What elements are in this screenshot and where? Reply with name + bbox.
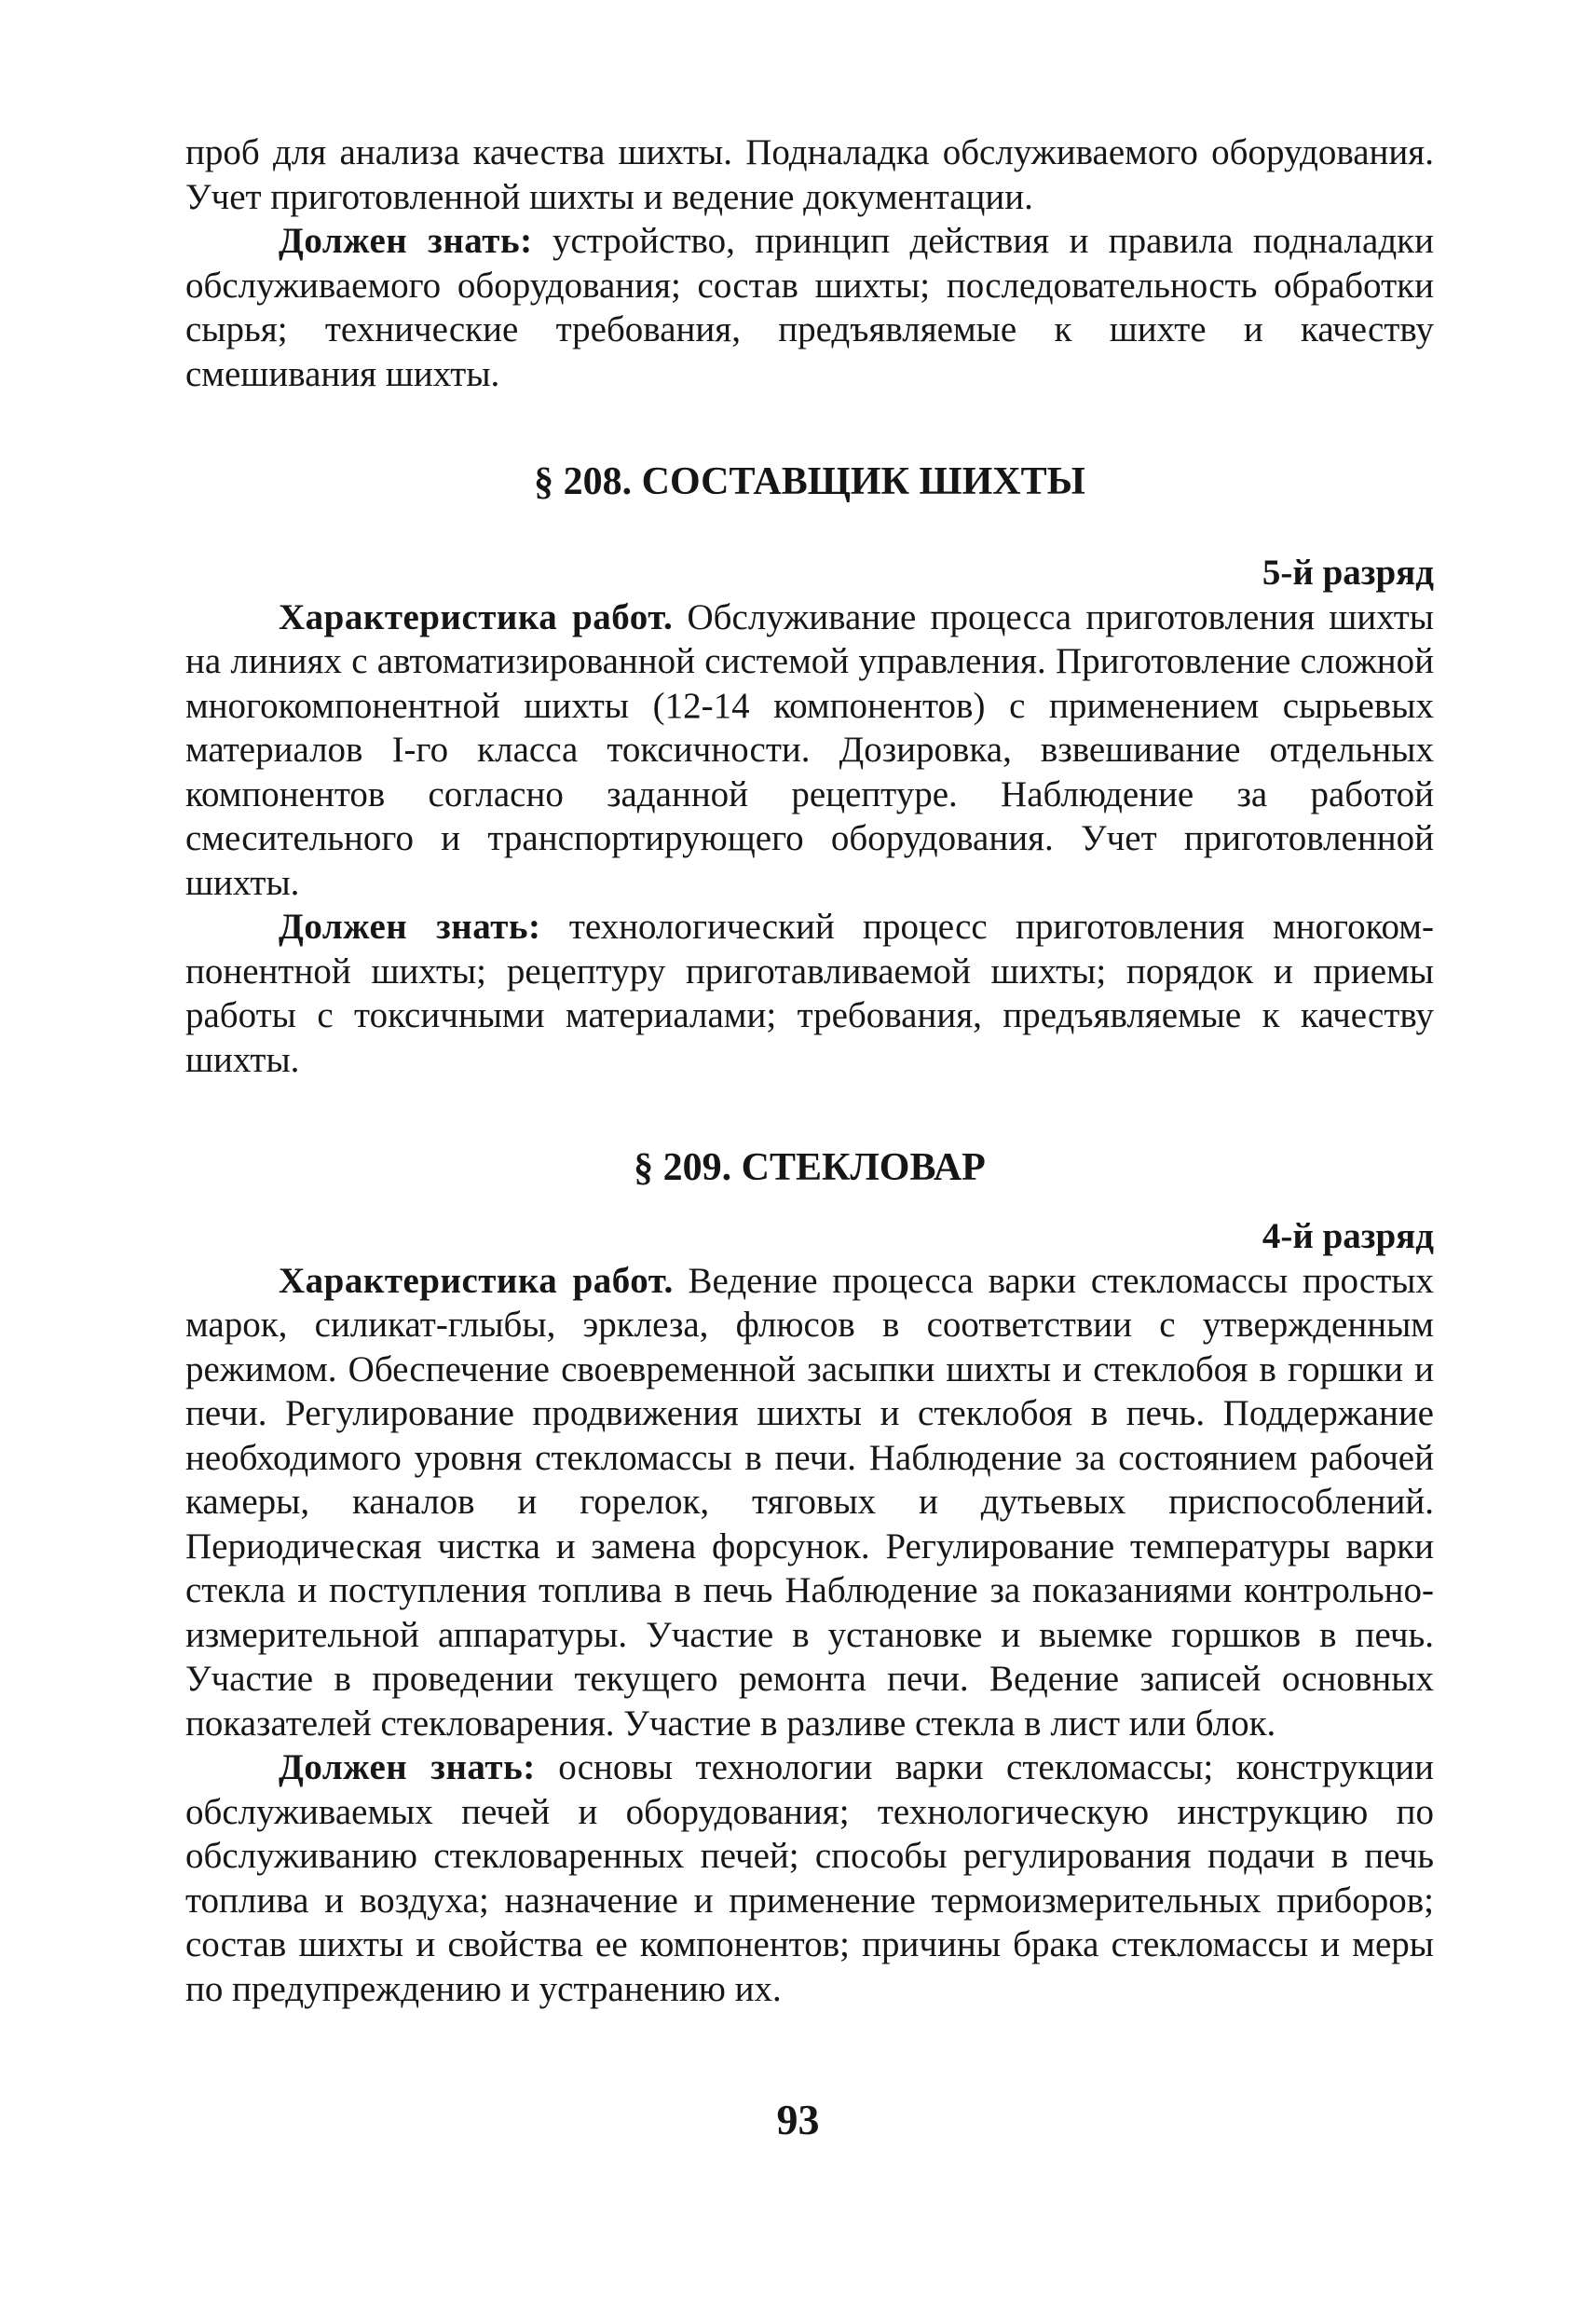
intro-paragraph: проб для анализа качества шихты. Подналадка обслуживаемого оборудования. Учет приготовленной шихты и ведение документации. bbox=[185, 132, 1434, 217]
section-208-knowledge-text: технологический процесс приготовления многокомпонентной шихты; рецептуру приготавливаемой шихты; порядок и приемы работы с токсичными материалами; требования, предъявляемые к качеству шихты. bbox=[185, 907, 1434, 1080]
section-208-characteristics-label: Характеристика работ. bbox=[279, 596, 674, 637]
section-209-heading: § 209. СТЕКЛОВАР bbox=[634, 1146, 986, 1189]
section-208-knowledge bbox=[185, 905, 1434, 1082]
page-number: 93 bbox=[776, 2096, 820, 2143]
section-209-characteristics-text: Ведение процесса варки стекломассы простых марок, силикат-глыбы, эрклеза, флюсов в соответствии с утвержденным режимом. Обеспечение своевременной засыпки шихты и стеклобоя в горшки и печи. Регулирование продвижения шихты и стеклобоя в печь. Поддержание необходимого уровня стекломассы в печи. Наблюдение за состоянием рабочей камеры, каналов и горелок, тяговых и дутьевых приспособлений. Периодическая чистка и замена форсунок. Регулирование температуры варки стекла и поступления топлива в печь Наблюдение за показаниями контрольно-измерительной аппаратуры. Участие в установке и выемке горшков в печь. Участие в проведении текущего ремонта печи. Ведение записей основных показателей стекловарения. Участие в разливе стекла в лист или блок. bbox=[185, 1260, 1434, 1744]
section-208-characteristics-text: Обслуживание процесса приготовления шихты на линиях с автоматизированной системой управления. Приготовление сложной многокомпонентной шихты (12-14 компонентов) с применением сырьевых материалов I-го класса токсичности. Дозировка, взвешивание отдельных компонентов согласно заданной рецептуре. Наблюдение за работой смесительного и транспортирующего оборудования. Учет приготовленной шихты. bbox=[185, 596, 1434, 903]
section-209-characteristics bbox=[185, 1259, 1434, 1746]
section-209-grade: 4-й разряд bbox=[1262, 1216, 1434, 1256]
intro-knowledge-text: устройство, принцип действия и правила подналадки обслуживаемого оборудования; состав шихты; последовательность обработки сырья; технические требования, предъявляемые к шихте и качеству смешивания шихты. bbox=[185, 221, 1434, 394]
document-page bbox=[185, 130, 1434, 2011]
section-209-characteristics-label: Характеристика работ. bbox=[279, 1260, 674, 1301]
section-208-heading: § 208. СОСТАВЩИК ШИХТЫ bbox=[534, 460, 1085, 503]
intro-knowledge-label: Должен знать: bbox=[279, 221, 533, 261]
section-208-characteristics bbox=[185, 595, 1434, 906]
section-209-knowledge-label: Должен знать: bbox=[279, 1747, 536, 1787]
section-208-grade: 5-й разряд bbox=[1262, 553, 1434, 593]
intro-knowledge-paragraph bbox=[185, 219, 1434, 396]
section-209-knowledge-text: основы технологии варки стекломассы; конструкции обслуживаемых печей и оборудования; технологическую инструкцию по обслуживанию стекловаренных печей; способы регулирования подачи в печь топлива и воздуха; назначение и применение термоизмерительных приборов; состав шихты и свойства ее компонентов; причины брака стекломассы и меры по предупреждению и устранению их. bbox=[185, 1747, 1434, 2009]
section-208-knowledge-label: Должен знать: bbox=[279, 907, 541, 947]
section-209-knowledge bbox=[185, 1745, 1434, 2011]
